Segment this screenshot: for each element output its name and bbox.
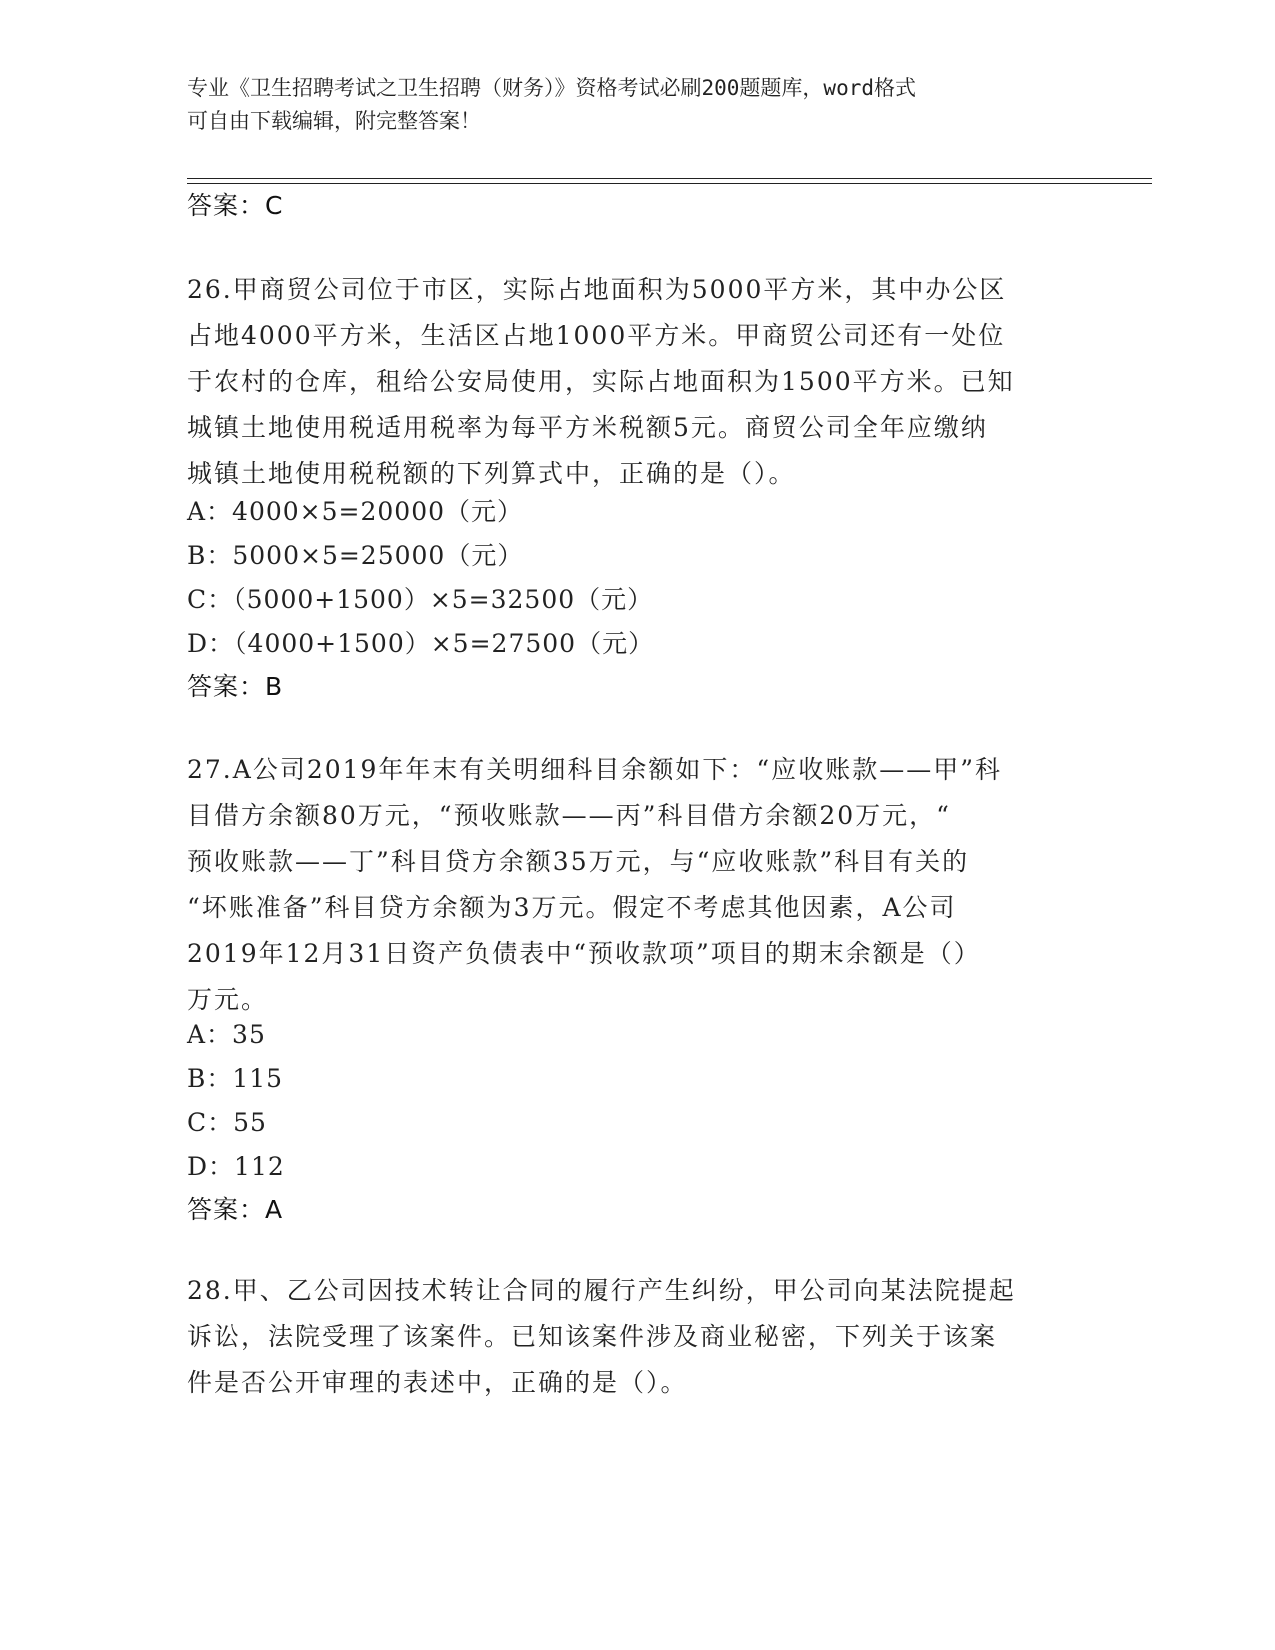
q26-option-c: C：（5000+1500）×5=32500（元）: [187, 585, 654, 614]
q27-stem: [187, 747, 1077, 1023]
q26-stem-line: 城镇土地使用税税额的下列算式中，正确的是（）。: [187, 459, 796, 488]
q27-option-a: A：35: [187, 1020, 266, 1049]
q27-stem-line: 预收账款——丁”科目贷方余额35万元，与“应收账款”科目有关的: [187, 847, 970, 876]
q25-answer: 答案：C: [187, 191, 284, 220]
header-rule-bottom: [187, 183, 1152, 184]
q27-stem-line: 27.A公司2019年年末有关明细科目余额如下：“应收账款——甲”科: [187, 755, 1002, 784]
q28-stem-line: 诉讼，法院受理了该案件。已知该案件涉及商业秘密，下列关于该案: [187, 1322, 998, 1351]
q26-option-b: B：5000×5=25000（元）: [187, 541, 524, 570]
document-header: [187, 72, 1067, 138]
q26-stem-line: 占地4000平方米，生活区占地1000平方米。甲商贸公司还有一处位: [187, 321, 1006, 350]
q28-stem-line: 28.甲、乙公司因技术转让合同的履行产生纠纷，甲公司向某法院提起: [187, 1276, 1016, 1305]
q26-stem-line: 于农村的仓库，租给公安局使用，实际占地面积为1500平方米。已知: [187, 367, 1015, 396]
q26-stem: [187, 267, 1077, 497]
q27-option-d: D：112: [187, 1152, 285, 1181]
q26-stem-line: 26.甲商贸公司位于市区，实际占地面积为5000平方米，其中办公区: [187, 275, 1007, 304]
q27-stem-line: 目借方余额80万元，“预收账款——丙”科目借方余额20万元，“: [187, 801, 951, 830]
q26-answer: 答案：B: [187, 672, 284, 701]
q27-stem-line: “坏账准备”科目贷方余额为3万元。假定不考虑其他因素，A公司: [187, 893, 957, 922]
q28-stem-line: 件是否公开审理的表述中，正确的是（）。: [187, 1368, 688, 1397]
q26-option-d: D：（4000+1500）×5=27500（元）: [187, 629, 655, 658]
q26-stem-line: 城镇土地使用税适用税率为每平方米税额5元。商贸公司全年应缴纳: [187, 413, 988, 442]
q27-option-c: C：55: [187, 1108, 267, 1137]
header-line-1: 专业《卫生招聘考试之卫生招聘（财务）》资格考试必刷200题题库，word格式: [187, 76, 916, 100]
header-line-2: 可自由下载编辑，附完整答案！: [187, 109, 481, 133]
q27-stem-line: 2019年12月31日资产负债表中“预收款项”项目的期末余额是（）: [187, 939, 981, 968]
q27-stem-line: 万元。: [187, 985, 269, 1014]
q27-option-b: B：115: [187, 1064, 284, 1093]
q28-stem: [187, 1268, 1077, 1406]
header-rule-top: [187, 178, 1152, 179]
q27-answer: 答案：A: [187, 1195, 284, 1224]
q26-option-a: A：4000×5=20000（元）: [187, 497, 524, 526]
